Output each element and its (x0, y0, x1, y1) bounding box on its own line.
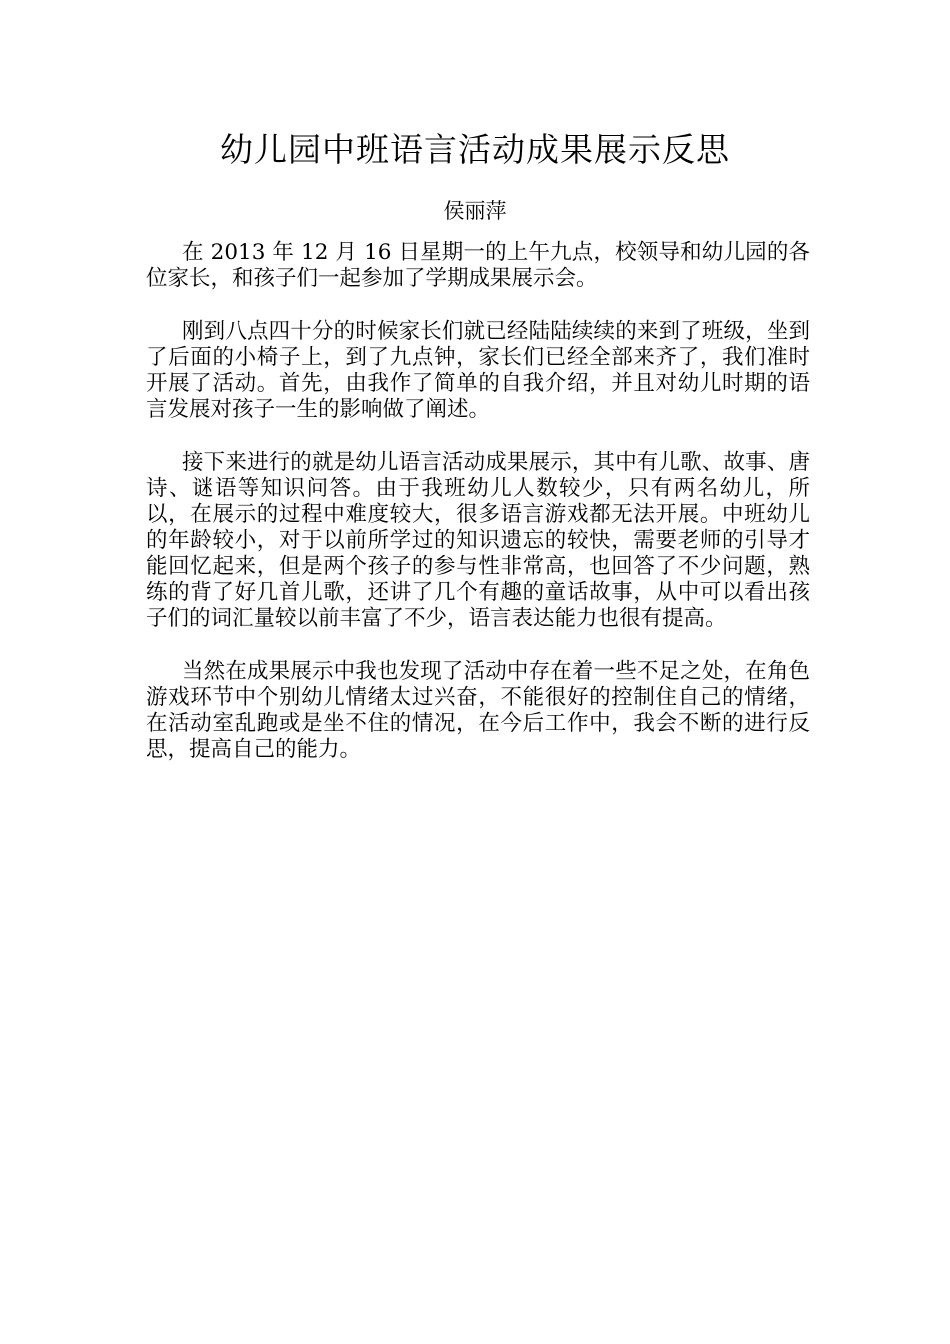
document-title: 幼儿园中班语言活动成果展示反思 (220, 130, 730, 169)
paragraph-4: 当然在成果展示中我也发现了活动中存在着一些不足之处，在角色游戏环节中个别幼儿情绪太过兴奋，不能很好的控制住自己的情绪，在活动室乱跑或是坐不住的情况，在今后工作中，我会不断的进行反思，提高自己的能力。 (146, 659, 810, 762)
document-body (146, 240, 810, 790)
paragraph-1: 在 2013 年 12 月 16 日星期一的上午九点，校领导和幼儿园的各位家长，和孩子们一起参加了学期成果展示会。 (146, 240, 810, 291)
author-name: 侯丽萍 (443, 199, 507, 223)
paragraph-3: 接下来进行的就是幼儿语言活动成果展示，其中有儿歌、故事、唐诗、谜语等知识问答。由于我班幼儿人数较少，只有两名幼儿，所以，在展示的过程中难度较大，很多语言游戏都无法开展。中班幼儿的年龄较小，对于以前所学过的知识遗忘的较快，需要老师的引导才能回忆起来，但是两个孩子的参与性非常高，也回答了不少问题，熟练的背了好几首儿歌，还讲了几个有趣的童话故事，从中可以看出孩子们的词汇量较以前丰富了不少，语言表达能力也很有提高。 (146, 450, 810, 631)
paragraph-2: 刚到八点四十分的时候家长们就已经陆陆续续的来到了班级，坐到了后面的小椅子上，到了九点钟，家长们已经全部来齐了，我们准时开展了活动。首先，由我作了简单的自我介绍，并且对幼儿时期的语言发展对孩子一生的影响做了阐述。 (146, 319, 810, 422)
